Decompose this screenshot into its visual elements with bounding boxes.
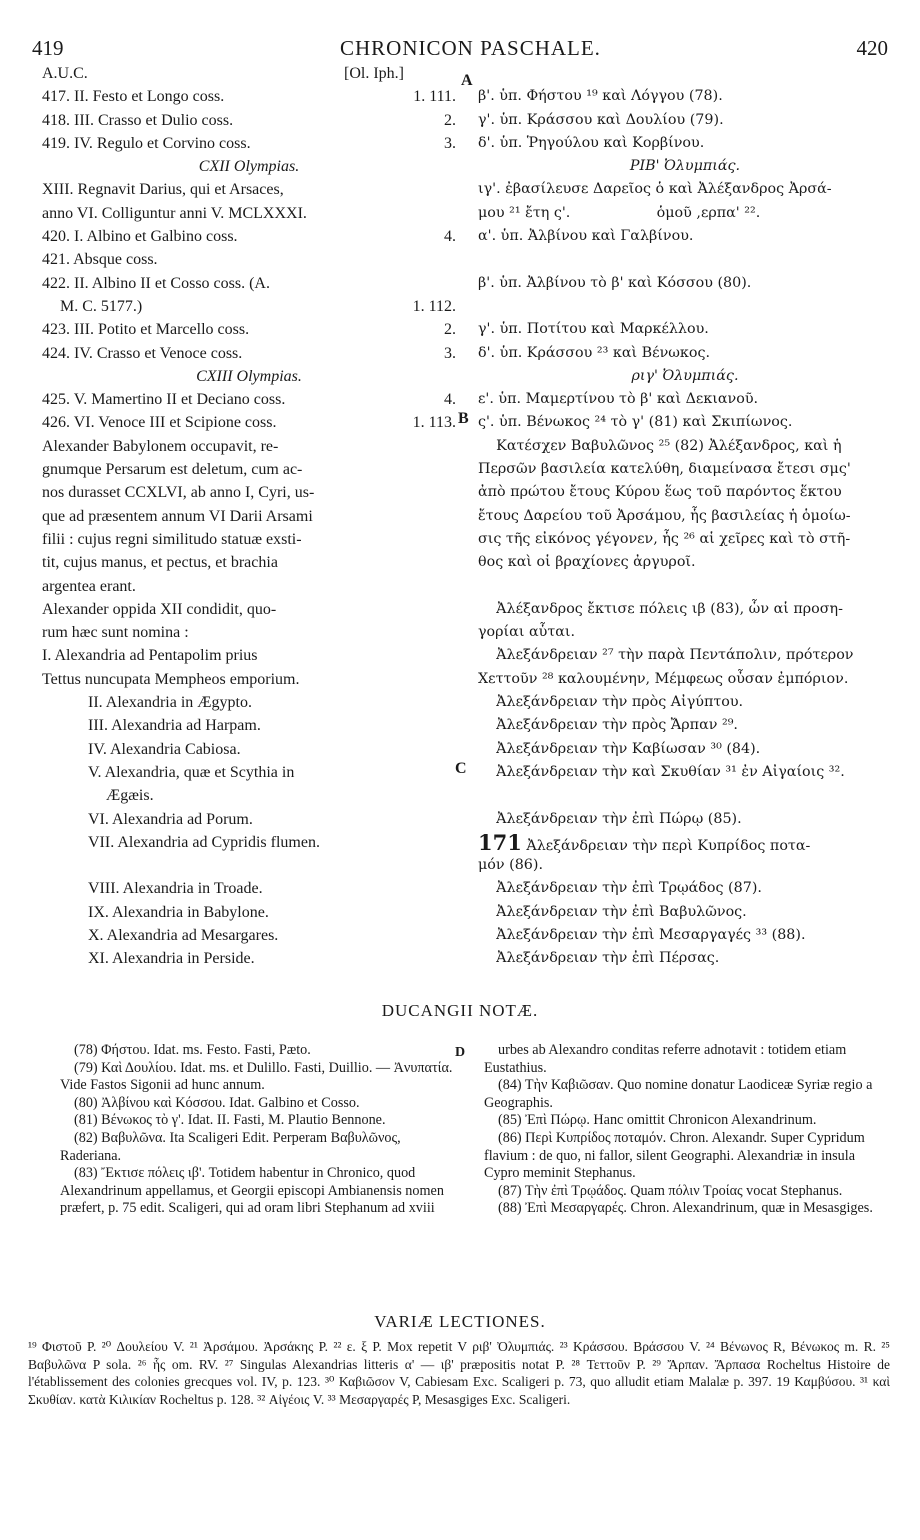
text-line <box>42 178 456 201</box>
text-line <box>478 808 892 831</box>
text-line <box>478 551 892 574</box>
text-line <box>42 481 456 504</box>
line-text: ἀπὸ πρώτου ἔτους Κύρου ἕως τοῦ παρόντος ἕκτου <box>478 484 842 501</box>
line-text: filii : cujus regni similitudo statuæ exsti- <box>42 530 302 548</box>
year-number: 3. <box>444 344 456 362</box>
text-line <box>42 528 456 551</box>
text-line <box>478 411 892 434</box>
line-text: σις τῆς εἰκόνος γέγονεν, ἧς ²⁶ αἱ χεῖρες καὶ τὸ στῆ- <box>478 530 851 547</box>
line-text: VI. Alexandria ad Porum. <box>88 810 253 828</box>
text-line <box>478 831 892 854</box>
text-line <box>478 132 892 155</box>
text-line <box>42 318 456 341</box>
line-text: ιγ'. ἐβασίλευσε Δαρεῖος ὁ καὶ Ἀλέξανδρος Ἀρσά- <box>478 181 832 198</box>
auc-label: A.U.C. <box>42 65 88 82</box>
margin-mark-a: A <box>461 72 473 89</box>
line-text: que ad præsentem annum VI Darii Arsami <box>42 507 313 525</box>
line-text: γ'. ὑπ. Κράσσου καὶ Δουλίου (79). <box>478 111 724 128</box>
text-line <box>42 644 456 667</box>
blank-line <box>478 248 892 271</box>
text-line <box>42 621 456 644</box>
line-text: μου ²¹ ἔτη ς'. ὁμοῦ ,ερπα' ²². <box>478 204 761 221</box>
text-line <box>42 388 456 411</box>
text-line <box>42 342 456 365</box>
line-text: XI. Alexandria in Perside. <box>88 950 255 968</box>
text-line <box>478 947 892 970</box>
notes-left-column <box>60 1042 460 1218</box>
text-line <box>42 668 456 691</box>
year-number: 2. <box>444 111 456 129</box>
text-line <box>42 877 456 900</box>
line-text: 421. Absque coss. <box>42 251 158 269</box>
text-line <box>478 668 892 691</box>
margin-mark-b: B <box>458 410 469 427</box>
line-text: argentea erant. <box>42 577 136 595</box>
year-number: 2. <box>444 321 456 339</box>
note-paragraph: (80) Ἀλβίνου καὶ Κόσσου. Idat. Galbino et Cosso. <box>74 1094 360 1111</box>
text-line <box>478 342 892 365</box>
note-paragraph: (86) Περὶ Κυπρίδος ποταμόν. Chron. Alexandr. Super Cypridum flavium : de quo, ni fallor, silent Geographi. Alexandriæ in insula Cypro meminit Stephanus. <box>484 1129 865 1182</box>
year-number: 1. 111. <box>413 88 456 106</box>
olympiad-heading: CXIII Olympias. <box>196 367 302 385</box>
left-page-number: 419 <box>32 36 64 60</box>
line-text: Alexander Babylonem occupavit, re- <box>42 437 279 455</box>
line-text: Ἀλεξάνδρειαν τὴν περὶ Κυπρίδος ποτα- <box>526 837 811 854</box>
text-line <box>42 714 456 737</box>
latin-column <box>42 62 456 971</box>
text-line <box>478 621 892 644</box>
greek-column <box>478 62 892 971</box>
text-line <box>42 505 456 528</box>
text-line <box>478 854 892 877</box>
line-text: M. C. 5177.) <box>60 297 143 315</box>
note-paragraph: (81) Βένωκος τὸ γ'. Idat. II. Fasti, M. Plautio Bennone. <box>74 1112 386 1129</box>
text-line <box>42 85 456 108</box>
line-text: III. Alexandria ad Harpam. <box>88 717 261 735</box>
line-text: VIII. Alexandria in Troade. <box>88 880 263 898</box>
year-number: 1. 113. <box>412 414 456 432</box>
line-text: gnumque Persarum est deletum, cum ac- <box>42 461 303 479</box>
line-text: 425. V. Mamertino II et Deciano coss. <box>42 391 286 409</box>
blank-line <box>478 575 892 598</box>
line-text: IV. Alexandria Cabiosa. <box>88 740 241 758</box>
text-line <box>42 225 456 248</box>
text-line <box>42 901 456 924</box>
text-line <box>42 411 456 434</box>
text-line <box>478 761 892 784</box>
line-text: Περσῶν βασιλεία κατελύθη, διαμείνασα ἔτεσι σμς' <box>478 461 851 478</box>
line-text: 418. III. Crasso et Dulio coss. <box>42 111 234 129</box>
line-text: V. Alexandria, quæ et Scythia in <box>88 763 295 781</box>
text-line <box>478 528 892 551</box>
margin-mark-c: C <box>455 760 467 777</box>
text-line <box>478 435 892 458</box>
line-text: XIII. Regnavit Darius, qui et Arsaces, <box>42 181 284 199</box>
line-text: δ'. ὑπ. Κράσσου ²³ καὶ Βένωκος. <box>478 344 711 361</box>
text-line <box>42 248 456 271</box>
text-line <box>42 738 456 761</box>
text-line <box>42 761 456 784</box>
line-text: 419. IV. Regulo et Corvino coss. <box>42 134 251 152</box>
notes-heading: DUCANGII NOTÆ. <box>381 1001 539 1020</box>
line-text: β'. ὑπ. Ἀλβίνου τὸ β' καὶ Κόσσου (80). <box>478 274 752 291</box>
text-line <box>42 202 456 225</box>
text-line <box>478 924 892 947</box>
blank-line <box>478 295 892 318</box>
text-line <box>478 877 892 900</box>
text-line <box>478 202 892 225</box>
line-text: VII. Alexandria ad Cypridis flumen. <box>88 833 320 851</box>
olympiad-label: [Ol. Iph.] <box>344 65 404 82</box>
year-number: 1. 112. <box>412 297 456 315</box>
text-line <box>42 924 456 947</box>
year-number: 3. <box>444 134 456 152</box>
line-text: 424. IV. Crasso et Venoce coss. <box>42 344 243 362</box>
olympiad-heading: CXII Olympias. <box>198 158 300 176</box>
blank-line <box>478 784 892 807</box>
line-text: Ἀλεξάνδρειαν τὴν ἐπὶ Τρῳάδος (87). <box>478 880 762 897</box>
line-text: Ἀλεξάνδρειαν τὴν καὶ Σκυθίαν ³¹ ἐν Αἰγαίοις ³². <box>478 763 845 780</box>
line-text: Tettus nuncupata Mempheos emporium. <box>42 670 300 688</box>
line-text: tit, cujus manus, et pectus, et brachia <box>42 554 278 572</box>
text-line <box>42 435 456 458</box>
line-text: μόν (86). <box>478 857 544 874</box>
notes-right-column <box>484 1042 888 1218</box>
text-line <box>42 272 456 295</box>
text-line <box>478 109 892 132</box>
line-text: nos durasset CCXLVI, ab anno I, Cyri, us- <box>42 484 315 502</box>
line-text: Κατέσχεν Βαβυλῶνος ²⁵ (82) Ἀλέξανδρος, καὶ ἡ <box>478 437 842 454</box>
variae-lectiones-text: ¹⁹ Φιστοῦ P. ²⁰ Δουλείου V. ²¹ Ἀρσάμου. Ἀρσάκης P. ²² ε. ξ P. Mox repetit V ριβ' Ὀλυμπιάς. ²³ Κράσσου. Βράσσου V. ²⁴ Βένωνος R, Βένωκος m. R. ²⁵ Βαβυλῶνα P sola. ²⁶ ἧς om. RV. ²⁷ Singulas Alexandrias litteris α' — ιβ' præpositis notat P. ²⁸ Τεττοῦν P. ²⁹ Ἄρπαν. Ἄρπασα Rocheltus Histoire de l'établissement des colonies grecques vol. IV, p. 123. ³⁰ Καβιῶσον V, Cabiesam Exc. Scaligeri p. 73, quo alludit etiam Malalæ p. 397. 19 Καμβύσου. ³¹ καὶ Σκυθίαν. κατὰ Κιλικίαν Rocheltus p. 128. ³² Αἰγέοις V. ³³ Μεσαργαρές P, Mesasgiges Exc. Scaligeri. <box>28 1339 890 1407</box>
line-text: Χεττοῦν ²⁸ καλουμένην, Μέμφεως οὖσαν ἐμπόριον. <box>478 670 849 687</box>
note-paragraph: (87) Τὴν ἐπὶ Τρῳάδος. Quam πόλιν Τροίας vocat Stephanus. <box>498 1182 843 1199</box>
text-line <box>42 831 456 854</box>
text-line <box>478 388 892 411</box>
line-text: Ἀλεξάνδρειαν τὴν πρὸς Αἰγύπτου. <box>478 694 744 711</box>
text-line <box>42 109 456 132</box>
line-text: ἔτους Δαρείου τοῦ Ἀρσάμου, ἧς βασιλείας ἡ ὁμοίω- <box>478 507 851 524</box>
line-text: δ'. ὑπ. Ῥηγούλου καὶ Κορβίνου. <box>478 134 705 151</box>
line-text: Alexander oppida XII condidit, quo- <box>42 600 277 618</box>
text-line <box>478 225 892 248</box>
right-page-number: 420 <box>856 36 888 60</box>
text-line <box>478 272 892 295</box>
line-text: Ἀλεξάνδρειαν τὴν πρὸς Ἄρπαν ²⁹. <box>478 717 738 734</box>
line-text: γ'. ὑπ. Ποτίτου καὶ Μαρκέλλου. <box>478 321 709 338</box>
variae-heading: VARIÆ LECTIONES. <box>374 1312 546 1331</box>
text-line <box>478 481 892 504</box>
text-line <box>42 458 456 481</box>
line-text: anno VI. Colliguntur anni V. MCLXXXI. <box>42 204 307 222</box>
line-text: Ἀλεξάνδρειαν τὴν ἐπὶ Πέρσας. <box>478 950 720 967</box>
text-line <box>478 458 892 481</box>
line-text: Ἀλεξάνδρειαν τὴν Καβίωσαν ³⁰ (84). <box>478 740 761 757</box>
text-line <box>42 784 456 807</box>
column-number: 171 <box>478 829 522 855</box>
line-text: rum hæc sunt nomina : <box>42 624 189 642</box>
line-text: 417. II. Festo et Longo coss. <box>42 88 225 106</box>
note-paragraph: urbes ab Alexandro conditas referre adnotavit : totidem etiam Eustathius. <box>484 1042 847 1076</box>
text-line <box>42 132 456 155</box>
line-text: Ἀλεξάνδρειαν τὴν ἐπὶ Μεσαργαγές ³³ (88). <box>478 926 806 943</box>
olympiad-heading: ΡΙΒ' Ὀλυμπιάς. <box>629 158 741 175</box>
line-text: θος καὶ οἱ βραχίονες ἀργυροῖ. <box>478 554 696 571</box>
line-text: Ἀλέξανδρος ἔκτισε πόλεις ιβ (83), ὧν αἱ προση- <box>478 600 843 617</box>
line-text: I. Alexandria ad Pentapolim prius <box>42 647 258 665</box>
text-line <box>478 714 892 737</box>
line-text: 420. I. Albino et Galbino coss. <box>42 228 238 246</box>
running-title: CHRONICON PASCHALE. <box>340 36 601 60</box>
line-text: X. Alexandria ad Mesargares. <box>88 926 279 944</box>
text-line <box>478 85 892 108</box>
text-line <box>478 505 892 528</box>
text-line <box>478 691 892 714</box>
line-text: β'. ὑπ. Φήστου ¹⁹ καὶ Λόγγου (78). <box>478 88 723 105</box>
text-line <box>42 598 456 621</box>
text-line <box>42 808 456 831</box>
line-text: Ἀλεξάνδρειαν ²⁷ τὴν παρὰ Πεντάπολιν, πρότερον <box>478 647 854 664</box>
year-number: 4. <box>444 228 456 246</box>
latin-head <box>42 62 456 85</box>
note-paragraph: (78) Φήστου. Idat. ms. Festo. Fasti, Pæto. <box>74 1042 311 1058</box>
line-text: 423. III. Potito et Marcello coss. <box>42 321 250 339</box>
text-line <box>42 691 456 714</box>
line-text: γορίαι αὗται. <box>478 624 576 641</box>
text-line <box>478 901 892 924</box>
note-paragraph: (83) Ἔκτισε πόλεις ιβ'. Totidem habentur in Chronico, quod Alexandrinum appellamus, et Georgii episcopi Ambianensis nomen præfert, p. 75 edit. Scaligeri, qui ad oram libri Stephanum ad xviii <box>60 1165 444 1217</box>
line-text: 426. VI. Venoce III et Scipione coss. <box>42 414 277 432</box>
olympiad-heading: ριγ' Ὀλυμπιάς. <box>631 367 739 384</box>
line-text: Ægæis. <box>106 787 154 805</box>
blank-line <box>42 854 456 877</box>
note-paragraph: (82) Βαβυλῶνα. Ita Scaligeri Edit. Perperam Βαβυλῶνος, Raderiana. <box>60 1129 401 1164</box>
note-paragraph: (85) Ἐπὶ Πώρῳ. Hanc omittit Chronicon Alexandrinum. <box>498 1112 817 1129</box>
line-text: Ἀλεξάνδρειαν τὴν ἐπὶ Βαβυλῶνος. <box>478 903 747 920</box>
year-number: 4. <box>444 391 456 409</box>
line-text: 422. II. Albino II et Cosso coss. (A. <box>42 274 270 292</box>
note-paragraph: (88) Ἐπὶ Μεσαργαρές. Chron. Alexandrinum, quæ in Mesasgiges. <box>498 1200 873 1217</box>
text-line <box>478 318 892 341</box>
text-line <box>478 644 892 667</box>
text-line <box>478 738 892 761</box>
text-line <box>42 947 456 970</box>
text-line <box>42 575 456 598</box>
text-line <box>478 178 892 201</box>
text-line <box>42 551 456 574</box>
line-text: α'. ὑπ. Ἀλβίνου καὶ Γαλβίνου. <box>478 228 694 245</box>
text-line <box>478 598 892 621</box>
note-paragraph: (79) Καὶ Δουλίου. Idat. ms. et Dulillo. Fasti, Duillio. — Ἀνυπατία. Vide Fastos Sigonii ad hunc annum. <box>60 1059 453 1094</box>
line-text: II. Alexandria in Ægypto. <box>88 694 252 712</box>
text-line <box>42 295 456 318</box>
line-text: ς'. ὑπ. Βένωκος ²⁴ τὸ γ' (81) καὶ Σκιπίωνος. <box>478 414 793 431</box>
line-text: IX. Alexandria in Babylone. <box>88 903 269 921</box>
line-text: ε'. ὑπ. Μαμερτίνου τὸ β' καὶ Δεκιανοῦ. <box>478 391 759 408</box>
line-text: Ἀλεξάνδρειαν τὴν ἐπὶ Πώρῳ (85). <box>478 810 742 827</box>
note-paragraph: (84) Τὴν Καβιῶσαν. Quo nomine donatur Laodiceæ Syriæ regio a Geographis. <box>484 1077 873 1111</box>
margin-mark-d: D <box>455 1045 466 1060</box>
